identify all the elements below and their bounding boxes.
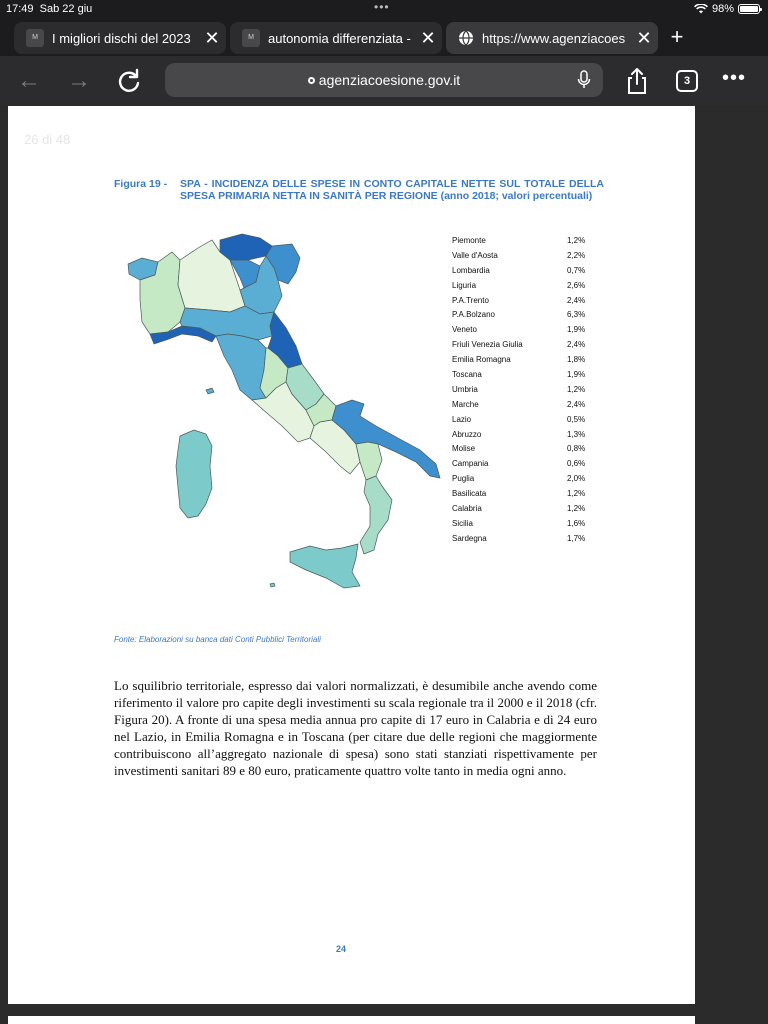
battery-percent: 98% [711,3,734,15]
site-favicon-icon: M [26,29,44,47]
legend-row [452,430,592,445]
region-value: 1,8% [567,355,586,365]
legend-row [452,385,592,400]
close-icon[interactable]: ✕ [636,27,652,48]
region-name: Valle d'Aosta [452,250,498,260]
address-bar[interactable] [165,63,603,97]
region-calabria [360,476,392,554]
site-favicon-icon: M [242,29,260,47]
region-value: 2,4% [567,295,586,305]
back-arrow-icon[interactable]: ← [17,67,41,94]
more-options-icon[interactable]: ••• [722,67,747,89]
legend-row [452,370,592,385]
body-paragraph: Lo squilibrio territoriale, espresso dai valori normalizzati, è desumibile anche avendo come riferimento il valore pro capite degli investimenti su scala regionale tra il 2000 e il 2018 (cfr. Figura 20). A fronte di una spesa media annua pro capite di 17 euro in Calabria e di 24 euro nel Lazio, in Emilia Romagna e in Toscana (per citare due delle regioni che maggiormente contribuiscono all’aggregato nazionale di spesa) sono stati stanziati rispettivamente per investimenti sanitari 89 e 80 euro, praticamente quattro volte tanto in media ogni anno. [114,678,597,778]
region-pa-bolzano [220,234,272,260]
figure-source: Fonte: Elaborazioni su banca dati Conti Pubblici Territoriali [114,635,321,644]
region-values-list [452,236,592,549]
page-counter: 26 di 48 [24,132,71,147]
region-name: Toscana [452,370,482,380]
region-value: 1,2% [567,489,586,499]
legend-row [452,325,592,340]
region-name: Veneto [452,325,477,335]
region-value: 0,5% [567,414,586,424]
battery-icon [738,4,760,14]
region-isola-pantelleria [270,583,275,587]
region-name: P.A.Trento [452,295,489,305]
legend-row [452,534,592,549]
region-value: 2,4% [567,340,586,350]
region-sicilia [290,544,360,588]
legend-row [452,310,592,325]
new-tab-plus-icon[interactable]: + [670,24,684,49]
wifi-icon [694,4,708,14]
site-settings-icon [308,77,315,84]
figure-title-text: SPA - INCIDENZA DELLE SPESE IN CONTO CAPITALE NETTE SUL TOTALE DELLA SPESA PRIMARIA NETTA IN SANITÀ PER REGIONE (anno 2018; valori percentuali) [180,178,604,202]
region-name: P.A.Bolzano [452,310,495,320]
tab-title: I migliori dischi del 2023 [52,30,191,46]
legend-row [452,355,592,370]
reload-icon[interactable] [114,66,144,96]
tab-1[interactable] [14,22,226,54]
figure-label: Figura 19 - [114,178,168,190]
close-icon[interactable]: ✕ [204,27,220,48]
legend-row [452,459,592,474]
tab-title: https://www.agenziacoes [482,30,626,46]
close-icon[interactable]: ✕ [420,27,436,48]
legend-row [452,296,592,311]
microphone-icon[interactable] [577,70,591,90]
region-name: Abruzzo [452,429,482,439]
region-name: Basilicata [452,489,487,499]
legend-row [452,340,592,355]
region-name: Sicilia [452,518,473,528]
status-bar [0,0,768,20]
region-name: Lombardia [452,265,490,275]
region-name: Friuli Venezia Giulia [452,340,523,350]
status-time: 17:49 Sab 22 giu [6,3,93,15]
region-name: Emilia Romagna [452,355,511,365]
region-name: Puglia [452,474,475,484]
region-isola-elba [206,388,214,394]
legend-row [452,444,592,459]
tab-bar [0,20,768,56]
region-name: Umbria [452,384,478,394]
page-viewport[interactable] [0,106,768,1024]
region-value: 2,4% [567,399,586,409]
forward-arrow-icon[interactable]: → [67,67,91,94]
region-value: 1,6% [567,518,586,528]
legend-row [452,474,592,489]
browser-toolbar [0,56,768,106]
region-value: 1,9% [567,370,586,380]
region-value: 1,2% [567,384,586,394]
tab-3-active[interactable] [446,22,658,54]
tab-title: autonomia differenziata - [268,30,411,46]
legend-row [452,266,592,281]
region-basilicata [356,442,382,480]
region-value: 1,2% [567,504,586,514]
url-text: agenziacoesione.gov.it [318,72,461,88]
region-name: Piemonte [452,236,486,245]
region-value: 1,2% [567,236,586,245]
multitasking-dots-icon[interactable]: ••• [374,0,390,14]
region-value: 0,8% [567,444,586,454]
region-value: 0,6% [567,459,586,469]
region-value: 6,3% [567,310,586,320]
legend-row [452,400,592,415]
legend-row [452,415,592,430]
pdf-page [8,106,695,1004]
legend-row [452,489,592,504]
region-value: 1,3% [567,429,586,439]
legend-row [452,281,592,296]
page-number: 24 [336,944,347,954]
share-icon[interactable] [622,66,652,96]
status-right [694,3,760,15]
globe-icon [458,30,474,46]
region-toscana [216,334,266,400]
region-value: 2,0% [567,474,586,484]
region-value: 2,6% [567,280,586,290]
region-value: 1,7% [567,533,586,543]
region-name: Calabria [452,504,482,514]
region-value: 1,9% [567,325,586,335]
next-pdf-page [8,1016,695,1024]
region-name: Sardegna [452,533,487,543]
region-value: 2,2% [567,250,586,260]
region-name: Campania [452,459,489,469]
italy-choropleth-map [120,230,450,590]
tab-count-button[interactable]: 3 [676,70,698,92]
region-name: Lazio [452,414,472,424]
legend-row [452,504,592,519]
legend-row [452,251,592,266]
region-name: Molise [452,444,476,454]
legend-row [452,519,592,534]
region-name: Marche [452,399,479,409]
region-value: 0,7% [567,265,586,275]
legend-row [452,236,592,251]
region-name: Liguria [452,280,477,290]
region-sardegna [176,430,212,518]
tab-2[interactable] [230,22,442,54]
